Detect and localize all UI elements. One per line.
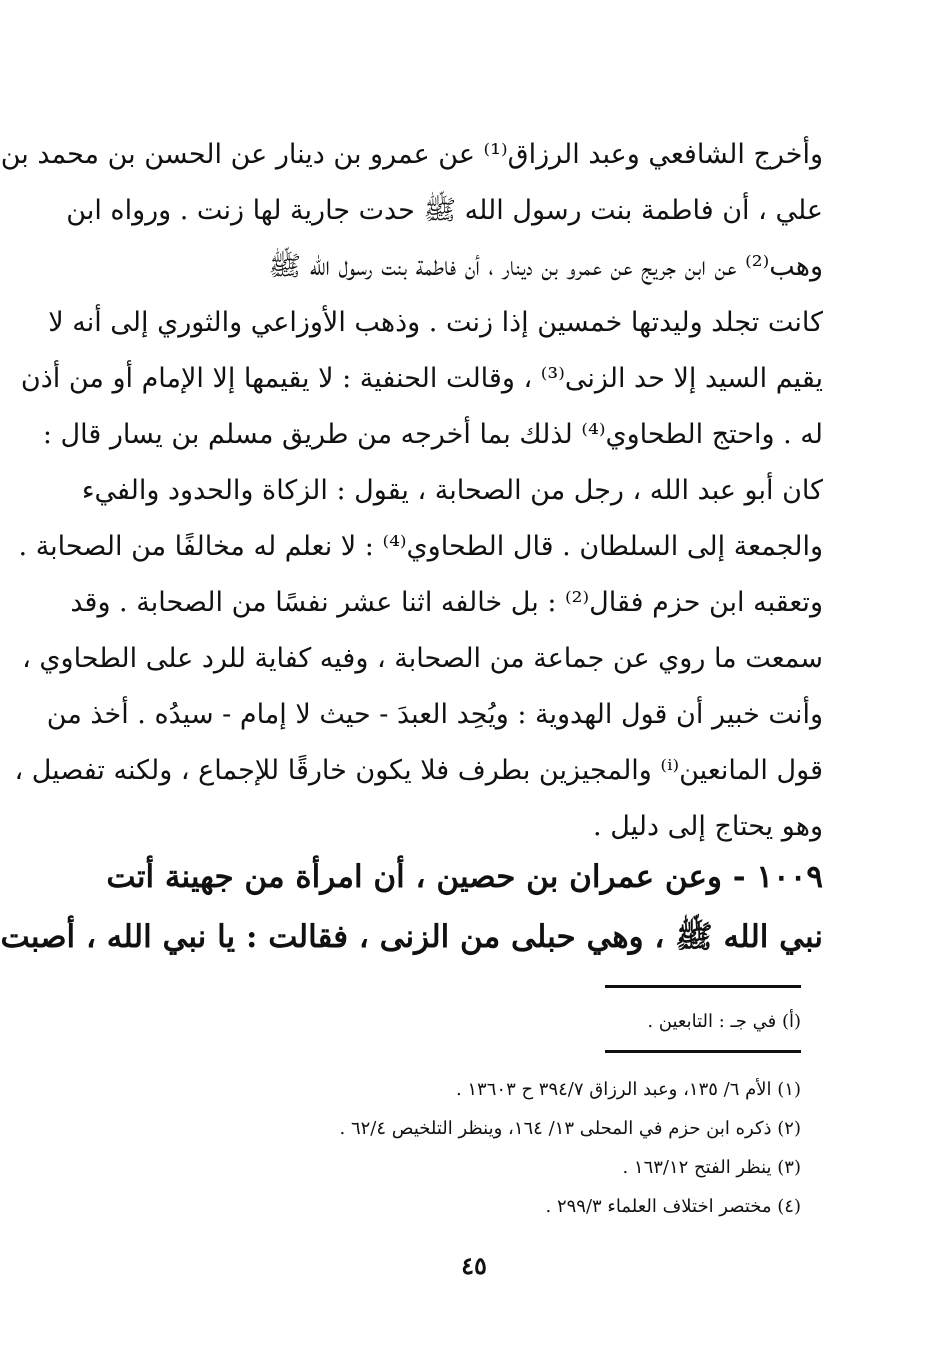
body-text-line: كان أبو عبد الله ، رجل من الصحابة ، يقول : الزكاة والحدود والفيء (81, 475, 823, 506)
footnote-line: (١) الأم ٦/ ١٣٥، وعبد الرزاق ٣٩٤/٧ ح ١٣٦٠٣ . (455, 1079, 801, 1100)
body-text-line: وأنت خبير أن قول الهدوية : ويُحِد العبدَ - حيث لا إمام - سيدُه . أخذ من (46, 699, 823, 730)
footnote-line: (٤) مختصر اختلاف العلماء ٢٩٩/٣ . (545, 1196, 801, 1217)
body-text-line: سمعت ما روي عن جماعة من الصحابة ، وفيه كفاية للرد على الطحاوي ، (22, 643, 823, 674)
body-text-line: قول المانعين⁽ⁱ⁾ والمجيزين بطرف فلا يكون خارقًا للإجماع ، ولكنه تفصيل ، (14, 755, 823, 786)
body-text-line: كانت تجلد وليدتها خمسين إذا زنت . وذهب الأوزاعي والثوري إلى أنه لا (48, 307, 823, 338)
page-number: ٤٥ (461, 1251, 487, 1280)
body-text-line: وهو يحتاج إلى دليل . (593, 811, 823, 842)
hadith-heading-line: نبي الله ﷺ ، وهي حبلى من الزنى ، فقالت : يا نبي الله ، أصبت (0, 919, 823, 955)
footnote-line: (٢) ذكره ابن حزم في المحلى ١٣/ ١٦٤، وينظر التلخيص ٦٢/٤ . (339, 1118, 801, 1139)
body-text-line: علي ، أن فاطمة بنت رسول الله ﷺ حدت جارية لها زنت . ورواه ابن (66, 195, 823, 226)
footnote-line: (٣) ينظر الفتح ١٦٣/١٢ . (622, 1157, 801, 1178)
body-text-line: وتعقبه ابن حزم فقال⁽²⁾ : بل خالفه اثنا عشر نفسًا من الصحابة . وقد (70, 587, 823, 618)
footnote-rule (605, 1050, 801, 1053)
variant-note: (أ) في جـ : التابعين . (647, 1011, 801, 1032)
variant-note-rule (605, 985, 801, 988)
hadith-heading-line: ١٠٠٩ - وعن عمران بن حصين ، أن امرأة من جهينة أتت (106, 859, 823, 895)
body-text-line: يقيم السيد إلا حد الزنى⁽³⁾ ، وقالت الحنفية : لا يقيمها إلا الإمام أو من أذن (20, 363, 823, 394)
body-text-line: له . واحتج الطحاوي⁽⁴⁾ لذلك بما أخرجه من طريق مسلم بن يسار قال : (42, 419, 823, 450)
body-text-line: وأخرج الشافعي وعبد الرزاق⁽¹⁾ عن عمرو بن دينار عن الحسن بن محمد بن (0, 139, 823, 170)
body-text-line: وهب⁽²⁾ عن ابن جريج عن عمرو بن دينار ، أن فاطمة بنت رسول الله ﷺ (268, 251, 823, 282)
body-text-line: والجمعة إلى السلطان . قال الطحاوي⁽⁴⁾ : لا نعلم له مخالفًا من الصحابة . (18, 531, 823, 562)
